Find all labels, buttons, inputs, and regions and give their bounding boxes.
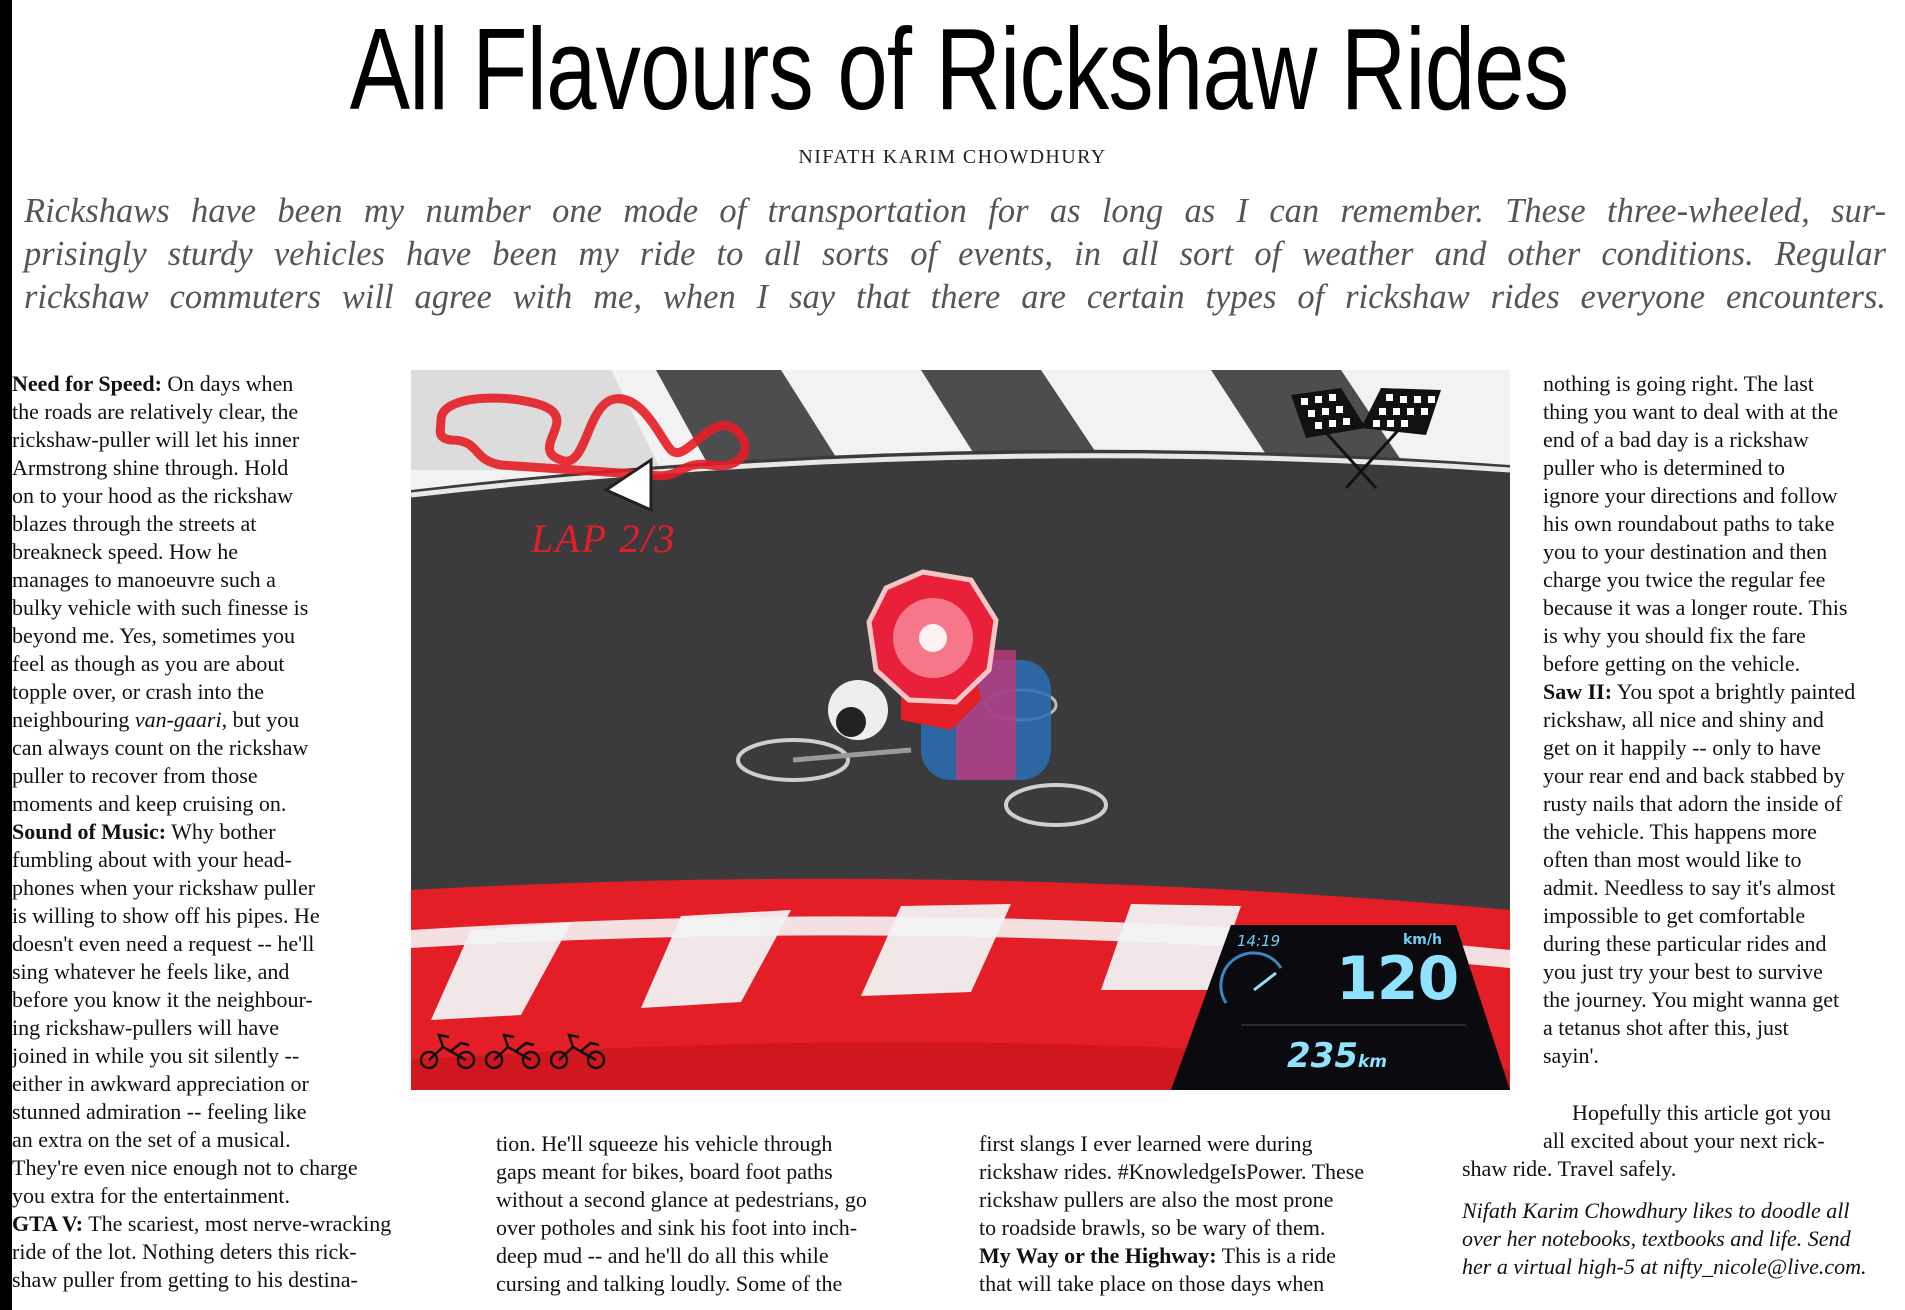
- line-text: This is a ride: [1216, 1243, 1336, 1268]
- text-line: [496, 1270, 966, 1298]
- line-text: the journey. You might wanna get: [1543, 987, 1840, 1012]
- line-text: They're even nice enough not to charge: [12, 1155, 358, 1180]
- column-1: [12, 370, 452, 1294]
- text-line: [496, 1158, 966, 1186]
- line-text: rickshaw, all nice and shiny and: [1543, 707, 1824, 732]
- line-text: On days when: [161, 371, 294, 396]
- line-text: shaw puller from getting to his destina-: [12, 1267, 358, 1292]
- dashboard-speed-unit: km/h: [1403, 932, 1442, 948]
- text-line: [12, 454, 452, 482]
- line-text: nothing is going right. The last: [1543, 371, 1814, 396]
- closing-line: Hopefully this article got you: [1572, 1100, 1832, 1125]
- text-line: [1543, 482, 1905, 510]
- text-line: [496, 1186, 966, 1214]
- text-line: [12, 762, 452, 790]
- line-text: charge you twice the regular fee: [1543, 567, 1826, 592]
- line-text: first slangs I ever learned were during: [979, 1131, 1313, 1156]
- deck: [24, 190, 1886, 319]
- text-line: [1543, 594, 1905, 622]
- line-text: manages to manoeuvre such a: [12, 567, 276, 592]
- text-line: [12, 622, 452, 650]
- line-text: rickshaw pullers are also the most prone: [979, 1187, 1334, 1212]
- line-text: feel as though as you are about: [12, 651, 285, 676]
- line-text: over potholes and sink his foot into inch-: [496, 1215, 858, 1240]
- text-line: [12, 846, 452, 874]
- text-line: [1543, 958, 1905, 986]
- line-text: gaps meant for bikes, board foot paths: [496, 1159, 833, 1184]
- text-line: [12, 1154, 452, 1182]
- text-line: [12, 482, 452, 510]
- column-4: [1543, 370, 1905, 1070]
- deck-line: rickshaw commuters will agree with me, when I say that there are certain types of rickshaw rides everyone encounters.: [24, 278, 1886, 316]
- line-text: puller to recover from those: [12, 763, 258, 788]
- text-line: [1543, 874, 1905, 902]
- line-text: bulky vehicle with such finesse is: [12, 595, 309, 620]
- text-line: [12, 1210, 452, 1238]
- text-line: [1543, 566, 1905, 594]
- line-text: ing rickshaw-pullers will have: [12, 1015, 279, 1040]
- text-line: [979, 1242, 1449, 1270]
- text-line: [12, 1238, 452, 1266]
- line-text: You spot a brightly painted: [1612, 679, 1856, 704]
- line-text: because it was a longer route. This: [1543, 595, 1848, 620]
- line-text: get on it happily -- only to have: [1543, 735, 1821, 760]
- line-text: phones when your rickshaw puller: [12, 875, 316, 900]
- line-text: before you know it the neighbour-: [12, 987, 313, 1012]
- line-text: sayin'.: [1543, 1043, 1599, 1068]
- line-text: before getting on the vehicle.: [1543, 651, 1801, 676]
- text-line: [1543, 1014, 1905, 1042]
- lap-counter: LAP 2/3: [531, 516, 677, 561]
- line-text: his own roundabout paths to take: [1543, 511, 1835, 536]
- text-line: [979, 1158, 1449, 1186]
- line-text: , but you: [221, 707, 300, 732]
- line-text: without a second glance at pedestrians, go: [496, 1187, 867, 1212]
- byline: NIFATH KARIM CHOWDHURY: [798, 146, 1107, 168]
- column-2: [496, 1130, 966, 1298]
- text-line: [1543, 398, 1905, 426]
- text-line: [12, 510, 452, 538]
- text-line: [979, 1214, 1449, 1242]
- section-heading: Saw II:: [1543, 679, 1613, 704]
- text-line: [12, 734, 452, 762]
- column-5: [1462, 1099, 1902, 1281]
- text-line: [12, 1126, 452, 1154]
- line-text: is why you should fix the fare: [1543, 623, 1806, 648]
- text-line: [12, 902, 452, 930]
- left-black-margin: [0, 0, 12, 1310]
- line-text: is willing to show off his pipes. He: [12, 903, 320, 928]
- text-line: [12, 790, 452, 818]
- text-line: [1543, 622, 1905, 650]
- line-text: breakneck speed. How he: [12, 539, 239, 564]
- distance-value: 235: [1287, 1036, 1358, 1076]
- text-line: [12, 370, 452, 398]
- text-line: [12, 818, 452, 846]
- line-text: on to your hood as the rickshaw: [12, 483, 294, 508]
- text-line: [979, 1270, 1449, 1298]
- text-line: [1543, 902, 1905, 930]
- line-text: deep mud -- and he'll do all this while: [496, 1243, 829, 1268]
- line-text: moments and keep cruising on.: [12, 791, 287, 816]
- text-line: [12, 986, 452, 1014]
- line-text: you to your destination and then: [1543, 539, 1828, 564]
- line-text: that will take place on those days when: [979, 1271, 1325, 1296]
- text-line: [1543, 426, 1905, 454]
- closing-line: all excited about your next rick-: [1543, 1128, 1825, 1153]
- line-text: Armstrong shine through. Hold: [12, 455, 289, 480]
- line-text: topple over, or crash into the: [12, 679, 265, 704]
- dashboard-time: 14:19: [1237, 932, 1281, 950]
- text-line: [1543, 510, 1905, 538]
- line-text: beyond me. Yes, sometimes you: [12, 623, 295, 648]
- deck-line: Rickshaws have been my number one mode of transportation for as long as I can remember. These three-wheeled, sur-: [24, 192, 1886, 230]
- line-text: puller who is determined to: [1543, 455, 1785, 480]
- dashboard-speed: 120: [1336, 944, 1459, 1014]
- line-text: fumbling about with your head-: [12, 847, 292, 872]
- line-text: rickshaw-puller will let his inner: [12, 427, 300, 452]
- line-text: an extra on the set of a musical.: [12, 1127, 291, 1152]
- line-text: cursing and talking loudly. Some of the: [496, 1271, 843, 1296]
- text-line: [12, 1266, 452, 1294]
- line-text: to roadside brawls, so be wary of them.: [979, 1215, 1326, 1240]
- line-text: admit. Needless to say it's almost: [1543, 875, 1836, 900]
- text-line: [1543, 706, 1905, 734]
- text-line: [496, 1214, 966, 1242]
- text-line: [1543, 790, 1905, 818]
- line-text: stunned admiration -- feeling like: [12, 1099, 307, 1124]
- line-text: can always count on the rickshaw: [12, 735, 309, 760]
- text-line: [12, 1014, 452, 1042]
- line-text: doesn't even need a request -- he'll: [12, 931, 315, 956]
- line-text: either in awkward appreciation or: [12, 1071, 309, 1096]
- text-line: [1543, 986, 1905, 1014]
- rickshaw-photo: [411, 370, 1510, 1090]
- line-text: blazes through the streets at: [12, 511, 257, 536]
- deck-line: prisingly sturdy vehicles have been my ride to all sorts of events, in all sort of weather and other conditions. Regular: [24, 235, 1886, 273]
- text-line: [12, 958, 452, 986]
- line-text: during these particular rides and: [1543, 931, 1827, 956]
- author-bio-line: her a virtual high-5 at nifty_nicole@live.com.: [1462, 1254, 1867, 1279]
- section-heading: My Way or the Highway:: [979, 1243, 1217, 1268]
- text-line: [496, 1130, 966, 1158]
- text-line: [1543, 370, 1905, 398]
- distance-unit: km: [1357, 1052, 1388, 1072]
- text-line: [1543, 734, 1905, 762]
- line-text: sing whatever he feels like, and: [12, 959, 290, 984]
- line-text: the roads are relatively clear, the: [12, 399, 299, 424]
- line-text: the vehicle. This happens more: [1543, 819, 1817, 844]
- text-line: [979, 1130, 1449, 1158]
- text-line: [1543, 762, 1905, 790]
- headline: All Flavours of Rickshaw Rides: [349, 4, 1569, 134]
- text-line: [979, 1186, 1449, 1214]
- text-line: [12, 566, 452, 594]
- line-text: a tetanus shot after this, just: [1543, 1015, 1789, 1040]
- text-line: [1543, 846, 1905, 874]
- text-line: [1543, 650, 1905, 678]
- section-heading: GTA V:: [12, 1211, 84, 1236]
- text-line: [496, 1242, 966, 1270]
- section-heading: Sound of Music:: [12, 819, 167, 844]
- text-line: [12, 706, 452, 734]
- line-text: joined in while you sit silently --: [12, 1043, 300, 1068]
- line-text: your rear end and back stabbed by: [1543, 763, 1845, 788]
- text-line: [12, 1042, 452, 1070]
- text-line: [1543, 1042, 1905, 1070]
- line-text: thing you want to deal with at the: [1543, 399, 1839, 424]
- line-text: you extra for the entertainment.: [12, 1183, 290, 1208]
- text-line: [12, 678, 452, 706]
- line-text: tion. He'll squeeze his vehicle through: [496, 1131, 833, 1156]
- line-text: Why bother: [166, 819, 276, 844]
- line-text: impossible to get comfortable: [1543, 903, 1806, 928]
- text-line: [12, 930, 452, 958]
- text-line: [12, 650, 452, 678]
- text-line: [12, 426, 452, 454]
- text-line: [12, 1098, 452, 1126]
- text-line: [12, 538, 452, 566]
- text-line: [12, 1070, 452, 1098]
- italic-term: van-gaari: [134, 707, 222, 732]
- line-text: often than most would like to: [1543, 847, 1802, 872]
- text-line: [1543, 930, 1905, 958]
- text-line: [1543, 454, 1905, 482]
- line-text: you just try your best to survive: [1543, 959, 1823, 984]
- text-line: [12, 594, 452, 622]
- dashboard-distance: [1287, 1036, 1387, 1076]
- line-text: neighbouring: [12, 707, 135, 732]
- text-line: [12, 398, 452, 426]
- text-line: [12, 874, 452, 902]
- line-text: ignore your directions and follow: [1543, 483, 1838, 508]
- column-3: [979, 1130, 1449, 1298]
- line-text: end of a bad day is a rickshaw: [1543, 427, 1809, 452]
- closing-line: shaw ride. Travel safely.: [1462, 1156, 1677, 1181]
- line-text: The scariest, most nerve-wracking: [83, 1211, 392, 1236]
- author-bio-line: over her notebooks, textbooks and life. Send: [1462, 1226, 1851, 1251]
- text-line: [1543, 538, 1905, 566]
- section-heading: Need for Speed:: [12, 371, 162, 396]
- author-bio-line: Nifath Karim Chowdhury likes to doodle all: [1462, 1198, 1850, 1223]
- line-text: rusty nails that adorn the inside of: [1543, 791, 1843, 816]
- line-text: ride of the lot. Nothing deters this rick-: [12, 1239, 357, 1264]
- text-line: [1543, 678, 1905, 706]
- line-text: rickshaw rides. #KnowledgeIsPower. These: [979, 1159, 1365, 1184]
- text-line: [1543, 818, 1905, 846]
- text-line: [12, 1182, 452, 1210]
